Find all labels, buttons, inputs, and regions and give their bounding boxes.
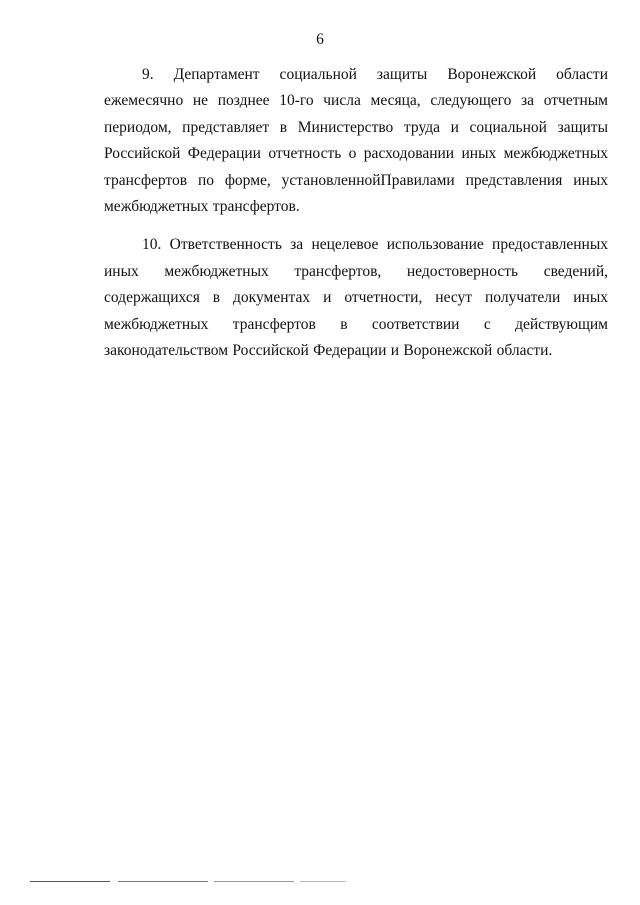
page-number: 6 <box>316 31 324 48</box>
footer-line <box>30 881 110 882</box>
footer-line <box>118 881 208 882</box>
footer-line <box>214 881 294 882</box>
paragraph-9: 9. Департамент социальной защиты Воронежской области ежемесячно не позднее 10-го числа месяца, следующего за отчетным периодом, представляет в Министерство труда и социальной защиты Российской Федерации отчетность о расходовании иных межбюджетных трансфертов по форме, установленнойПравилами представления иных межбюджетных трансфертов. <box>104 66 608 216</box>
document-body <box>104 62 608 364</box>
footer-line <box>300 881 346 882</box>
paragraph-10: 10. Ответственность за нецелевое использование предоставленных иных межбюджетных трансфертов, недостоверность сведений, содержащихся в документах и отчетности, несут получатели иных межбюджетных трансфертов в соответствии с действующим законодательством Российской Федерации и Воронежской области. <box>104 236 608 360</box>
